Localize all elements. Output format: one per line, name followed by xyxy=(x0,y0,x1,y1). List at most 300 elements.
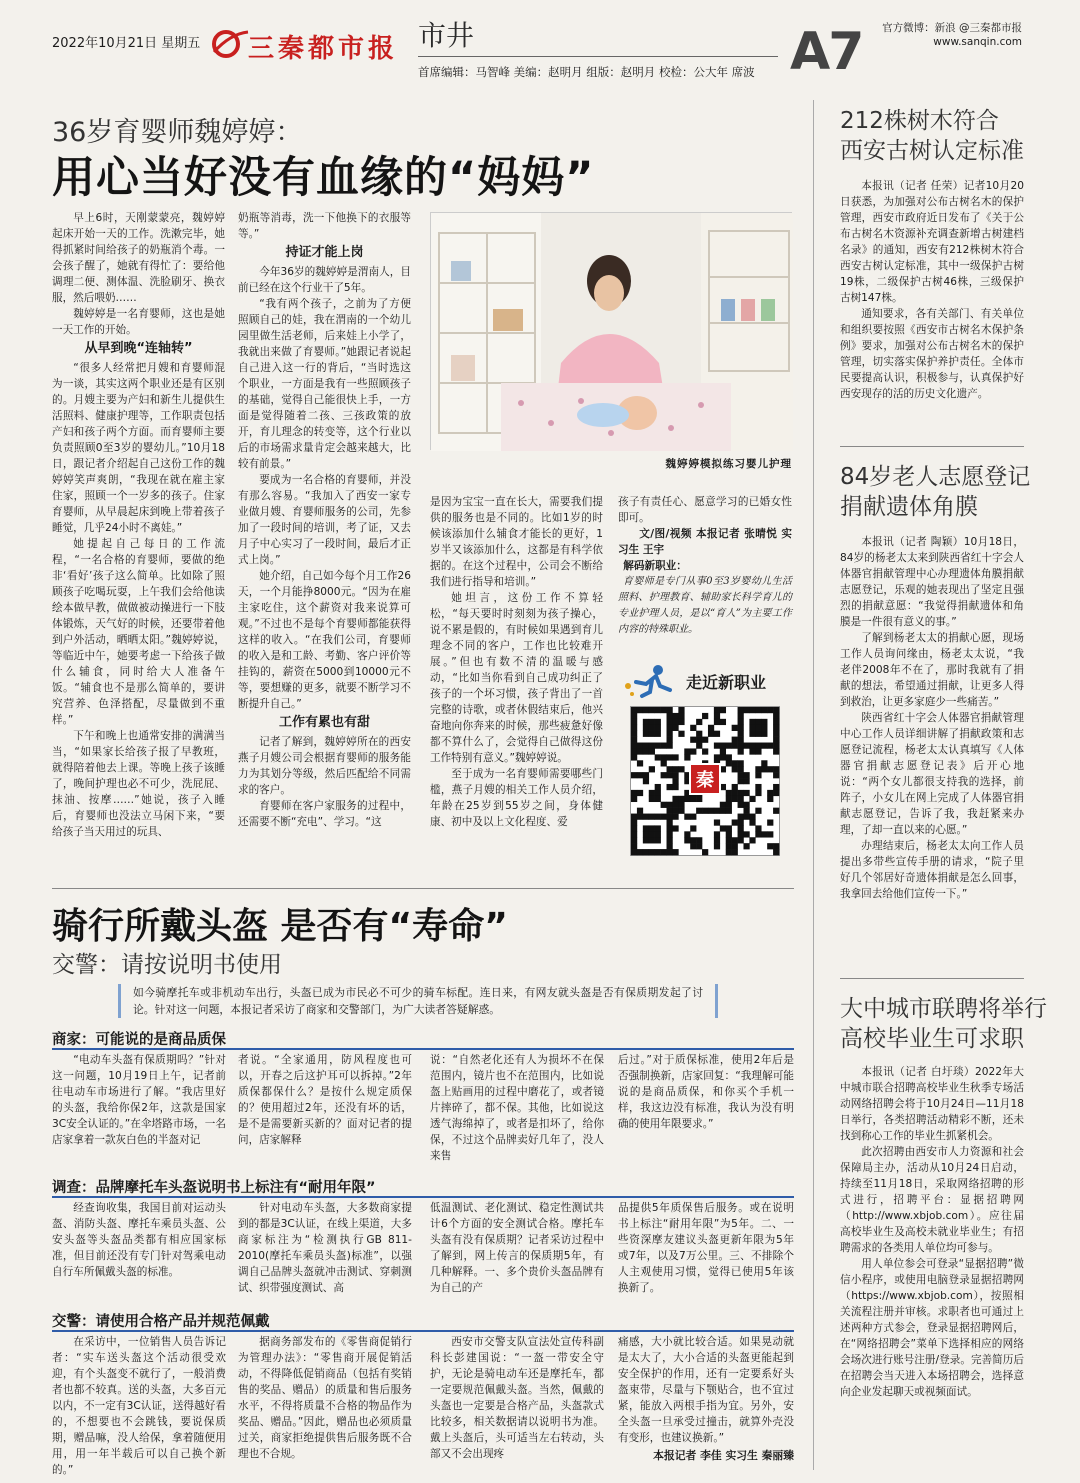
qr-module xyxy=(631,743,637,749)
qr-module xyxy=(702,737,708,743)
qr-module xyxy=(708,731,714,737)
qr-module xyxy=(743,790,749,796)
qr-module xyxy=(667,713,673,719)
qr-module xyxy=(661,772,667,778)
qr-module xyxy=(655,754,661,760)
paragraph: 在采访中，一位销售人员告诉记者：“实车送头盔这个活动很受欢迎，有个头盔变不就行了，一般消费者也都不较真。送的头盔，大多百元以内，不一定有3C认证，送得越好看的，不想要也不会跳钱，要说保质期，赠品嘛，没人给保，拿着随便用用，用一年半载后可以自己换个新的。” xyxy=(52,1336,226,1476)
paragraph: 西安市交警支队宣法处宣传科副科长彭建国说：“一盔一带安全守护，无论是骑电动车还是摩托车，都一定要规范佩戴头盔。当然，佩戴的头盔也一定要是合格产品，头盔款式比较多，相关数据请以说明书为准。戴上头盔后，头可适当左右转动，头部又不会出现疼 xyxy=(430,1336,604,1460)
qr-module xyxy=(690,748,696,754)
qr-module xyxy=(631,725,637,731)
qr-module xyxy=(655,743,661,749)
qr-module xyxy=(726,743,732,749)
paragraph: 今年36岁的魏婷婷是渭南人，目前已经在这个行业干了5年。 xyxy=(238,266,411,294)
paragraph: 记者了解到，魏婷婷所在的西安燕子月嫂公司会根据育婴师的服务能力为其划分等级，然后匹配给不同需求的客户。 xyxy=(238,736,411,796)
qr-module xyxy=(643,772,649,778)
qr-module xyxy=(743,778,749,784)
qr-module xyxy=(667,814,673,820)
paragraph: 是因为宝宝一直在长大，需要我们提供的服务也是不同的。比如1岁的时候该添加什么辅食才能长的更好，1岁半又该添加什么，这都是有科学依据的。在这个过程中，公司会不断给我们进行指导和培训。” xyxy=(430,496,603,588)
paragraph: 要成为一名合格的育婴师，并没有那么容易。“我加入了西安一家专业做月嫂、育婴师服务的公司，先参加了一段时间的培训，考了证，又去月子中心实习了一段时间，最后才正式上岗。” xyxy=(238,474,411,566)
qr-module xyxy=(738,778,744,784)
qr-module xyxy=(643,825,649,831)
qr-module xyxy=(743,707,749,713)
qr-module xyxy=(655,837,661,843)
side3-title: 高校毕业生可求职 xyxy=(840,1026,1024,1052)
paragraph: “我有两个孩子，之前为了方便照顾自己的娃，我在渭南的一个幼儿园里做生活老师，后来娃上小学了，我就出来做了育婴师。”她跟记者说起自己进入这一行的背后，“当时选这个职业，一方面是我有一些照顾孩子的基础，觉得自己能很快上手，一方面是觉得随着二孩、三孩政策的放开，育儿理念的转变等，这个行业以后的市场需求量肯定会越来越大，比较有前景。” xyxy=(238,298,411,470)
qr-module xyxy=(738,796,744,802)
qr-module xyxy=(631,849,637,855)
qr-module xyxy=(726,790,732,796)
qr-module xyxy=(672,784,678,790)
qr-module xyxy=(696,843,702,849)
paragraph: 陕西省红十字会人体器官捐献管理中心工作人员详细讲解了捐献政策和志愿登记流程，杨老太太认真填写《人体器官捐献志愿登记表》后开心地说：“两个女儿都很支持我的选择，前阵子，小女儿在网上完成了人体器官捐献志愿登记，告诉了我，我赶紧来办理，了却一直以来的心愿。” xyxy=(840,712,1024,836)
lead-col1 xyxy=(52,210,225,876)
qr-module xyxy=(667,784,673,790)
paragraph: 她坦言，这份工作不算轻松，“每天要时时刻刻为孩子操心，说不累是假的，有时候如果遇到育儿理念不同的客户，工作也比较难开展。”但也有数不清的温暖与感动，“比如当你看到自己成功纠正了孩子的一个坏习惯，孩子背出了一首完整的诗歌，或者休假结束后，他兴奋地向你奔来的时候，那些疲惫好像都不算什么了，会觉得自己做得这份工作特别有意义。”魏婷婷说。 xyxy=(430,592,603,764)
qr-module xyxy=(732,760,738,766)
qr-module xyxy=(761,743,767,749)
qr-module xyxy=(738,760,744,766)
qr-module xyxy=(749,719,755,725)
qr-module xyxy=(767,831,773,837)
qr-module xyxy=(661,849,667,855)
qr-module xyxy=(738,814,744,820)
paragraph: 本报讯（记者 陶颖）10月18日，84岁的杨老太太来到陕西省红十字会人体器官捐献管理中心办理遗体角膜捐献志愿登记，乐观的她表现出了坚定且强烈的捐献意愿：“我觉得捐献遗体和角膜是一件很有意义的事。” xyxy=(840,536,1024,628)
qr-module xyxy=(773,719,779,725)
qr-module xyxy=(732,837,738,843)
qr-module xyxy=(655,849,661,855)
paragraph: 品提供5年质保售后服务。或在说明书上标注“耐用年限”为5年。二、一些资深摩友建议头盔更新年限为5年或7年，以及7万公里。三、不排除个人主观使用习惯，觉得已使用5年该换新了。 xyxy=(618,1202,794,1294)
qr-module xyxy=(761,719,767,725)
photo-illustration xyxy=(431,213,793,451)
lead-col2 xyxy=(238,210,411,876)
section-rule xyxy=(52,1196,794,1198)
qr-module xyxy=(684,748,690,754)
qr-module xyxy=(738,772,744,778)
qr-center-mark: 秦 xyxy=(689,763,721,795)
qr-module xyxy=(773,849,779,855)
qr-module xyxy=(643,731,649,737)
qr-module xyxy=(732,796,738,802)
qr-module xyxy=(738,825,744,831)
qr-module xyxy=(732,737,738,743)
qr-module xyxy=(655,784,661,790)
qr-module xyxy=(684,831,690,837)
qr-module xyxy=(720,719,726,725)
qr-module xyxy=(643,743,649,749)
paragraph: 据商务部发布的《零售商促销行为管理办法》：“零售商开展促销活动，不得降低促销商品（包括有奖销售的奖品、赠品）的质量和售后服务水平，不得将质量不合格的物品作为奖品、赠品。”因此，赠品也必须质量过关，商家拒绝提供售后服务既不合理也不合规。 xyxy=(238,1336,412,1460)
qr-module xyxy=(749,731,755,737)
qr-module xyxy=(749,748,755,754)
qr-module xyxy=(655,790,661,796)
qr-module xyxy=(631,754,637,760)
qr-module xyxy=(749,837,755,843)
qr-module xyxy=(696,808,702,814)
qr-module xyxy=(732,790,738,796)
qr-module xyxy=(637,808,643,814)
qr-module xyxy=(732,725,738,731)
qr-module xyxy=(755,825,761,831)
qr-module xyxy=(714,719,720,725)
qr-module xyxy=(696,719,702,725)
qr-module xyxy=(631,825,637,831)
qr-module xyxy=(720,802,726,808)
qr-module xyxy=(732,819,738,825)
qr-module xyxy=(637,814,643,820)
qr-module xyxy=(655,831,661,837)
qr-module xyxy=(743,743,749,749)
qr-module xyxy=(672,754,678,760)
qr-module xyxy=(637,707,643,713)
side3-body xyxy=(840,1064,1024,1468)
qr-code[interactable] xyxy=(630,706,780,856)
date-line: 2022年10月21日 星期五 xyxy=(52,36,201,51)
header-rule xyxy=(418,56,778,57)
qr-module xyxy=(690,725,696,731)
side1-title: 212株树木符合 xyxy=(840,108,999,134)
lead-kicker: 36岁育婴师魏婷婷： xyxy=(52,117,303,148)
qr-module xyxy=(773,707,779,713)
side2-title: 捐献遗体角膜 xyxy=(840,494,978,520)
qr-module xyxy=(726,760,732,766)
qr-module xyxy=(738,725,744,731)
side2-body xyxy=(840,534,1024,964)
qr-module xyxy=(720,754,726,760)
qr-module xyxy=(767,766,773,772)
qr-module xyxy=(655,825,661,831)
lead-col4 xyxy=(618,494,792,654)
qr-module xyxy=(643,837,649,843)
helmet-s3-c3 xyxy=(430,1334,604,1464)
qr-module xyxy=(738,719,744,725)
qr-module xyxy=(743,843,749,849)
side3-title: 大中城市联聘将举行 xyxy=(840,996,1047,1022)
qr-module xyxy=(732,784,738,790)
qr-module xyxy=(637,772,643,778)
qr-module xyxy=(732,843,738,849)
qr-module xyxy=(755,772,761,778)
qr-module xyxy=(690,737,696,743)
qr-module xyxy=(732,743,738,749)
qr-module xyxy=(655,731,661,737)
qr-module xyxy=(767,707,773,713)
logo-swirl-icon xyxy=(210,26,250,62)
qr-module xyxy=(773,737,779,743)
qr-module xyxy=(714,731,720,737)
qr-module xyxy=(720,808,726,814)
qr-module xyxy=(755,766,761,772)
qr-module xyxy=(761,731,767,737)
qr-module xyxy=(773,843,779,849)
qr-module xyxy=(631,772,637,778)
qr-module xyxy=(672,796,678,802)
qr-module xyxy=(643,707,649,713)
qr-module xyxy=(667,819,673,825)
qr-module xyxy=(755,790,761,796)
qr-module xyxy=(631,796,637,802)
qr-module xyxy=(755,743,761,749)
qr-module xyxy=(720,707,726,713)
qr-module xyxy=(667,802,673,808)
qr-module xyxy=(767,790,773,796)
qr-module xyxy=(696,737,702,743)
paragraph: 用人单位参会可登录“显据招聘”微信小程序，或使用电脑登录显据招聘网（https://www.xbjob.com），按照相关流程注册并审核。求职者也可通过上述两种方式参会，登录显据招聘网后，在“网络招聘会”菜单下选择相应的网络会场次进行账号注册/登录。完善简历后在招聘会当天进入本场招聘会，选择意向企业发起聊天或视频面试。 xyxy=(840,1258,1024,1398)
qr-module xyxy=(672,808,678,814)
paragraph: 低温测试、老化测试、稳定性测试共计6个方面的安全测试合格。摩托车头盔有没有保质期？记者采访过程中了解到，网上传言的保质期5年，有几种解释。一、多个贵价头盔品牌有为自己的产 xyxy=(430,1202,604,1294)
qr-module xyxy=(749,707,755,713)
qr-module xyxy=(667,754,673,760)
qr-module xyxy=(714,831,720,837)
qr-module xyxy=(702,849,708,855)
qr-module xyxy=(749,796,755,802)
qr-module xyxy=(761,831,767,837)
qr-module xyxy=(738,737,744,743)
qr-module xyxy=(637,790,643,796)
qr-module xyxy=(743,814,749,820)
page-number: A7 xyxy=(790,22,863,82)
qr-module xyxy=(655,707,661,713)
helmet-s1-c2 xyxy=(238,1052,412,1164)
qr-module xyxy=(667,731,673,737)
photo-caption: 魏婷婷模拟练习婴儿护理 xyxy=(665,458,792,470)
qr-module xyxy=(631,737,637,743)
qr-module xyxy=(749,743,755,749)
helmet-s3-c1 xyxy=(52,1334,226,1476)
qr-module xyxy=(655,814,661,820)
qr-module xyxy=(678,731,684,737)
qr-module xyxy=(720,825,726,831)
qr-module xyxy=(773,808,779,814)
qr-module xyxy=(631,843,637,849)
qr-module xyxy=(726,802,732,808)
qr-module xyxy=(708,808,714,814)
qr-module xyxy=(714,808,720,814)
qr-module xyxy=(672,766,678,772)
qr-module xyxy=(637,849,643,855)
qr-module xyxy=(738,819,744,825)
qr-module xyxy=(755,748,761,754)
qr-module xyxy=(637,748,643,754)
qr-module xyxy=(755,784,761,790)
section-rule xyxy=(52,1048,794,1050)
helmet-s2-c4 xyxy=(618,1200,794,1296)
subheading: 持证才能上岗 xyxy=(285,245,364,260)
staff-line: 首席编辑：马智峰 美编：赵明月 组版：赵明月 校检：公大年 席波 xyxy=(418,65,755,79)
qr-module xyxy=(655,725,661,731)
qr-module xyxy=(761,760,767,766)
qr-module xyxy=(678,707,684,713)
lead-col3 xyxy=(430,494,603,876)
qr-module xyxy=(767,843,773,849)
qr-module xyxy=(649,837,655,843)
qr-module xyxy=(773,748,779,754)
qr-module xyxy=(767,743,773,749)
qr-module xyxy=(672,713,678,719)
qr-module xyxy=(767,796,773,802)
qr-module xyxy=(667,843,673,849)
qr-module xyxy=(672,725,678,731)
qr-module xyxy=(649,825,655,831)
qr-module xyxy=(714,843,720,849)
qr-module xyxy=(667,772,673,778)
qr-module xyxy=(732,849,738,855)
paragraph: 她介绍，自己如今每个月工作26天，一个月能挣8000元。“因为在雇主家吃住，这个薪资对我来说算可观。”不过也不是每个育婴师都能获得这样的收入。“在我们公司，育婴师的收入是和工龄、考勤、客户评价等挂钩的，薪资在5000到10000元不等，要想赚的更多，就要不断学习不断提升自己。” xyxy=(238,570,411,710)
paragraph: 育婴师在客户家服务的过程中，还需要不断“充电”、学习。“这 xyxy=(238,800,411,828)
paragraph: 本报讯（记者 任荣）记者10月20日获悉，为加强对公布古树名木的保护管理，西安市政府近日发布了《关于公布古树名木资源补充调查新增古树建档名录》的通知，西安有212株树木符合西安古树认定标准，其中一级保护古树19株，二级保护古树46株，三级保护古树147株。 xyxy=(840,180,1024,304)
qr-module xyxy=(667,707,673,713)
qr-module xyxy=(726,796,732,802)
helmet-s1-c1 xyxy=(52,1052,226,1164)
qr-module xyxy=(678,796,684,802)
qr-module xyxy=(749,814,755,820)
qr-module xyxy=(755,725,761,731)
paragraph: 通知要求，各有关部门、有关单位和组织要按照《西安市古树名木保护条例》要求，加强对公布古树名木的保护管理，切实落实保护养护责任。全体市民要提高认识，积极参与，认真保护好西安现存的活的历史文化遗产。 xyxy=(840,308,1024,400)
qr-module xyxy=(767,819,773,825)
qr-module xyxy=(678,766,684,772)
qr-module xyxy=(726,754,732,760)
qr-module xyxy=(637,760,643,766)
qr-module xyxy=(726,808,732,814)
qr-module xyxy=(738,707,744,713)
qr-module xyxy=(684,796,690,802)
qr-module xyxy=(726,831,732,837)
qr-module xyxy=(643,814,649,820)
weibo-line: 官方微博：新浪 @三秦都市报 xyxy=(882,22,1022,34)
qr-module xyxy=(672,849,678,855)
qr-module xyxy=(738,748,744,754)
paper-name: 三秦都市报 xyxy=(248,34,399,64)
paragraph: 针对电动车头盔，大多数商家提到的都是3C认证，在线上渠道，大多商家标注为“检测执行GB 811-2010(摩托车乘员头盔)标准”，以强调自己品牌头盔就冲击测试、穿刺测试、织带强度测试、高 xyxy=(238,1202,412,1294)
qr-module xyxy=(643,849,649,855)
qr-module xyxy=(643,725,649,731)
qr-module xyxy=(714,707,720,713)
qr-module xyxy=(761,766,767,772)
qr-module xyxy=(714,713,720,719)
qr-module xyxy=(702,748,708,754)
qr-module xyxy=(755,831,761,837)
qr-module xyxy=(649,719,655,725)
qr-module xyxy=(749,725,755,731)
qr-module xyxy=(773,784,779,790)
qr-module xyxy=(667,837,673,843)
qr-module xyxy=(726,825,732,831)
qr-module xyxy=(773,766,779,772)
qr-module xyxy=(708,725,714,731)
qr-module xyxy=(667,719,673,725)
paragraph: “电动车头盔有保质期吗？”针对这一问题，10月19日上午，记者前往电动车市场进行了解。“我店里好的头盔，我给你保2年，这款是国家3C安全认证的。”在伞塔路市场，一名店家拿着一款灰白色的半盔对记 xyxy=(52,1054,226,1146)
qr-module xyxy=(643,719,649,725)
qr-module xyxy=(714,743,720,749)
qr-module xyxy=(637,743,643,749)
qr-module xyxy=(649,725,655,731)
qr-module xyxy=(649,707,655,713)
qr-module xyxy=(643,778,649,784)
qr-module xyxy=(761,707,767,713)
helmet-subhead: 交警：请按说明书使用 xyxy=(52,952,282,978)
qr-module xyxy=(631,831,637,837)
qr-module xyxy=(773,725,779,731)
qr-module xyxy=(661,707,667,713)
qr-module xyxy=(661,743,667,749)
qr-module xyxy=(667,831,673,837)
lead-photo xyxy=(430,212,792,450)
qr-module xyxy=(702,713,708,719)
qr-module xyxy=(672,825,678,831)
qr-module xyxy=(649,831,655,837)
qr-module xyxy=(773,743,779,749)
paragraph: 办理结束后，杨老太太向工作人员提出多带些宣传手册的请求，“院子里好几个邻居好奇遗体捐献是怎么回事，我拿回去给他们宣传一下。” xyxy=(840,840,1024,900)
qr-module xyxy=(696,837,702,843)
qr-module xyxy=(631,814,637,820)
qr-module xyxy=(672,772,678,778)
job-description: 育婴师是专门从事0至3岁婴幼儿生活照料、护理教育、辅助家长科学育儿的专业护理人员，是以“育人”为主要工作内容的特殊职业。 xyxy=(618,576,792,635)
qr-module xyxy=(696,731,702,737)
new-job-banner xyxy=(622,664,792,698)
paragraph: 早上6时，天刚蒙蒙亮，魏婷婷起床开始一天的工作。洗漱完毕，她得抓紧时间给孩子的奶瓶消个毒。一会孩子醒了，她就有得忙了：要给他调理二便、测体温、洗脸刷牙、换衣服，然后喂奶…… xyxy=(52,212,225,304)
qr-module xyxy=(761,725,767,731)
qr-module xyxy=(684,814,690,820)
paragraph: 下午和晚上也通常安排的满满当当，“如果家长给孩子报了早教班，就得陪着他去上课。等晚上孩子该睡了，晚间护理也必不可少，洗屁屁、抹油、按摩……”她说，孩子入睡后，育婴师也没法立马闲下来，“要给孩子当天用过的玩具、 xyxy=(52,730,225,838)
qr-module xyxy=(749,819,755,825)
qr-module xyxy=(649,743,655,749)
section-name: 市井 xyxy=(418,19,475,52)
side-divider xyxy=(840,446,1024,447)
qr-module xyxy=(755,719,761,725)
qr-module xyxy=(702,808,708,814)
qr-module xyxy=(649,748,655,754)
qr-module xyxy=(738,713,744,719)
helmet-byline: 本报记者 李佳 实习生 秦丽臻 xyxy=(653,1449,794,1462)
qr-module xyxy=(690,814,696,820)
qr-module xyxy=(732,766,738,772)
banner-text: 走近新职业 xyxy=(686,673,767,692)
intro-box xyxy=(118,984,718,1018)
qr-module xyxy=(661,802,667,808)
section-title: 商家：可能说的是商品质保 xyxy=(52,1032,226,1048)
qr-module xyxy=(661,754,667,760)
qr-module xyxy=(743,808,749,814)
qr-module xyxy=(655,796,661,802)
helmet-s2-c1 xyxy=(52,1200,226,1296)
qr-module xyxy=(738,790,744,796)
qr-module xyxy=(738,837,744,843)
runner-icon xyxy=(622,664,680,698)
qr-module xyxy=(678,719,684,725)
paragraph: 魏婷婷是一名育婴师，这也是她一天工作的开始。 xyxy=(52,308,225,336)
qr-module xyxy=(661,814,667,820)
qr-module xyxy=(631,819,637,825)
paragraph: 了解到杨老太太的捐献心愿，现场工作人员询问缘由，杨老太太说，“我老伴2008年不在了，那时我就有了捐献的想法，希望通过捐献，让更多人得到救治，让更多家庭少一些痛苦。” xyxy=(840,632,1024,708)
qr-module xyxy=(631,837,637,843)
qr-module xyxy=(667,766,673,772)
qr-module xyxy=(696,743,702,749)
helmet-s1-c3 xyxy=(430,1052,604,1164)
qr-module xyxy=(649,814,655,820)
section-rule xyxy=(52,1330,794,1332)
side1-body xyxy=(840,178,1024,434)
qr-module xyxy=(714,754,720,760)
subheading: 工作有累也有甜 xyxy=(278,715,370,730)
masthead-logo xyxy=(210,26,410,62)
section-title: 调查：品牌摩托车头盔说明书上标注有“耐用年限” xyxy=(52,1180,376,1196)
qr-module xyxy=(661,760,667,766)
qr-module xyxy=(726,849,732,855)
qr-module xyxy=(690,843,696,849)
helmet-s2-c2 xyxy=(238,1200,412,1296)
section-title: 交警：请使用合格产品并规范佩戴 xyxy=(52,1314,270,1330)
helmet-s2-c3 xyxy=(430,1200,604,1296)
qr-module xyxy=(643,748,649,754)
qr-module xyxy=(667,849,673,855)
